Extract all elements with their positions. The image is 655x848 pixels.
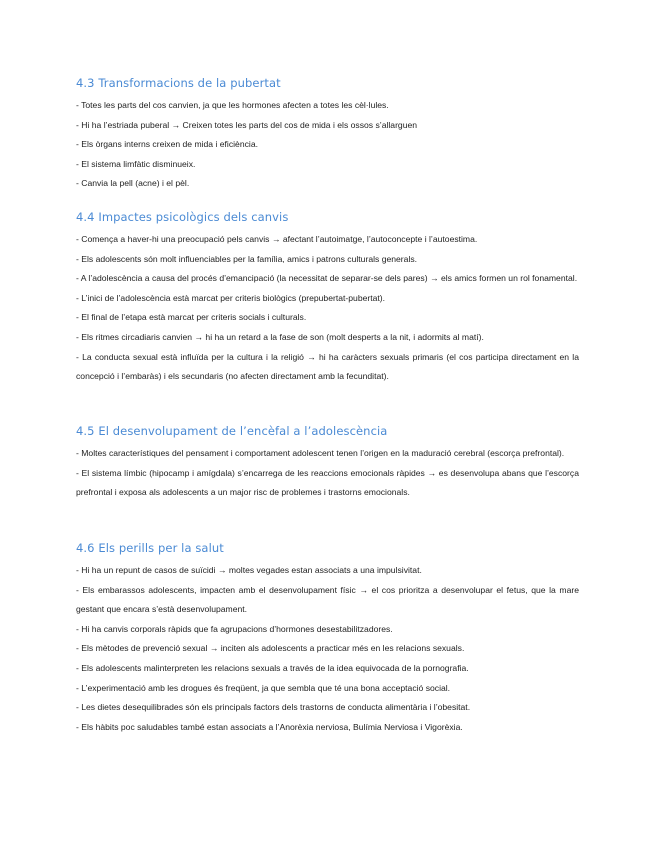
list-item: - L’experimentació amb les drogues és freqüent, ja que sembla que té una bona acceptació social. [76, 682, 451, 693]
list-item: - Moltes característiques del pensament i comportament adolescent tenen l’origen en la maduració cerebral (escorça prefrontal). [76, 448, 565, 458]
section-heading: 4.4 Impactes psicològics dels canvis [76, 210, 289, 224]
list-item: - Els ritmes circadiaris canvien → hi ha un retard a la fase de son (molt desperts a la nit, i adormits al matí). [76, 331, 484, 342]
list-item: - Els adolescents són molt influenciables per la família, amics i patrons culturals generals. [76, 253, 418, 264]
list-item: - Els adolescents malinterpreten les relacions sexuals a través de la idea equivocada de la pornografia. [76, 662, 469, 673]
list-item: - Els embarassos adolescents, impacten amb el desenvolupament físic → el cos prioritza a desenvolupar el fetus, que la mare gestant que encara s’està desenvolupament. [76, 584, 579, 615]
list-item: - La conducta sexual està influïda per la cultura i la religió → hi ha caràcters sexuals primaris (el cos participa directament en la concepció i l’embaràs) i els secundaris (no afecten directament amb la fecunditat). [76, 351, 579, 382]
list-item: - Hi ha un repunt de casos de suïcidi → moltes vegades estan associats a una impulsivitat. [76, 565, 422, 575]
list-item: - El sistema limfàtic disminueix. [76, 158, 196, 169]
list-item: - Les dietes desequilibrades són els principals factors dels trastorns de conducta alimentària i l’obesitat. [76, 702, 471, 713]
list-item: - Comença a haver-hi una preocupació pels canvis → afectant l’autoimatge, l’autoconcepte i l’autoestima. [76, 234, 478, 244]
list-item: - Hi ha canvis corporals ràpids que fa agrupacions d’hormones desestabilitzadores. [76, 623, 393, 634]
section-heading: 4.5 El desenvolupament de l’encèfal a l’adolescència [76, 424, 388, 438]
list-item: - Totes les parts del cos canvien, ja que les hormones afecten a totes les cèl·lules. [76, 100, 389, 110]
section-perills [76, 541, 579, 737]
list-item: - El final de l’etapa està marcat per criteris socials i culturals. [76, 312, 307, 323]
list-item: - Els mètodes de prevenció sexual → inciten als adolescents a practicar més en les relacions sexuals. [76, 643, 465, 654]
section-transformacions [76, 76, 579, 194]
section-encefal [76, 424, 579, 503]
bullet-list [76, 96, 579, 194]
list-item: - El sistema límbic (hipocamp i amígdala) s’encarrega de les reaccions emocionals ràpides → es desenvolupa abans que l’escorça prefrontal i exposa als adolescents a un major risc de problemes i trastorns emocionals. [76, 467, 579, 498]
list-item: - Hi ha l’estriada puberal → Creixen totes les parts del cos de mida i els ossos s’allarguen [76, 119, 418, 130]
list-item: - L’inici de l’adolescència està marcat per criteris biològics (prepubertat-pubertat). [76, 292, 386, 303]
list-item: - Els òrgans interns creixen de mida i eficiència. [76, 139, 258, 150]
list-item: - Canvia la pell (acne) i el pèl. [76, 178, 190, 189]
bullet-list [76, 561, 579, 737]
section-heading: 4.6 Els perills per la salut [76, 541, 224, 555]
list-item: - Els hàbits poc saludables també estan associats a l’Anorèxia nerviosa, Bulímia Nerviosa i Vigorèxia. [76, 721, 463, 732]
bullet-list [76, 230, 579, 387]
section-impactes [76, 210, 579, 387]
section-heading: 4.3 Transformacions de la pubertat [76, 76, 281, 90]
list-item: - A l’adolescència a causa del procés d’emancipació (la necessitat de separar-se dels pares) → els amics formen un rol fonamental. [76, 273, 578, 284]
bullet-list [76, 444, 579, 503]
